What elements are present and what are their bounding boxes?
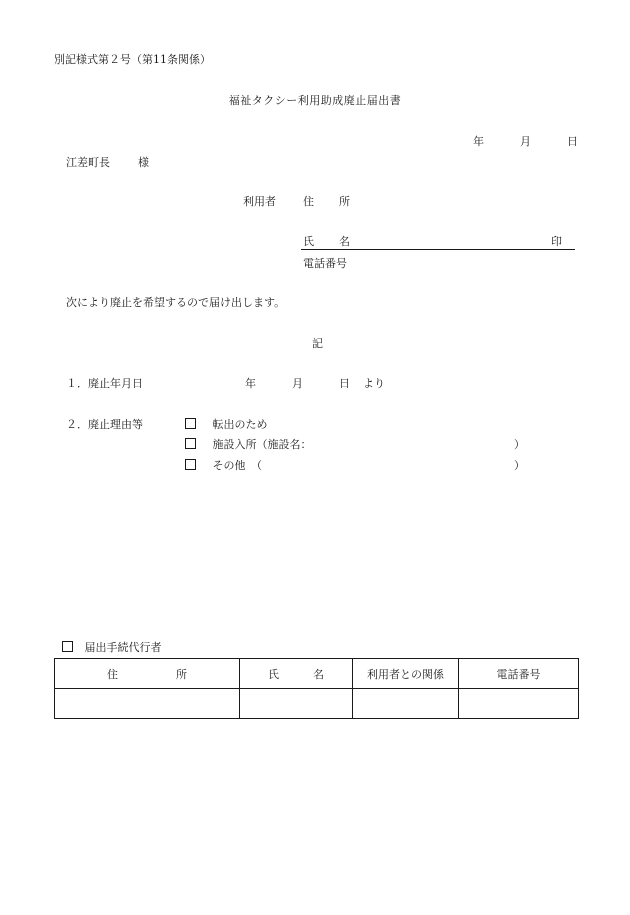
reason-option[interactable] bbox=[185, 459, 262, 473]
reason-checkbox[interactable] bbox=[185, 418, 196, 429]
reason-close-paren: ） bbox=[514, 459, 525, 472]
name-label-1: 氏 bbox=[303, 235, 314, 248]
agent-col-phone: 電話番号 bbox=[459, 659, 579, 689]
agent-name-cell[interactable] bbox=[240, 689, 353, 719]
item1-month: 月 bbox=[292, 377, 303, 390]
agent-phone-cell[interactable] bbox=[459, 689, 579, 719]
phone-label: 電話番号 bbox=[303, 257, 347, 270]
agent-col-name bbox=[240, 659, 353, 689]
addressee-name: 江差町長 bbox=[66, 156, 110, 169]
agent-table-row bbox=[55, 689, 579, 719]
agent-col-relation: 利用者との関係 bbox=[353, 659, 459, 689]
reason-checkbox[interactable] bbox=[185, 438, 196, 449]
seal-mark: 印 bbox=[551, 235, 562, 248]
agent-col-name-2: 名 bbox=[313, 667, 324, 681]
form-title: 福祉タクシー利用助成廃止届出書 bbox=[228, 94, 402, 107]
statement-text: 次により廃止を希望するので届け出します。 bbox=[66, 296, 286, 309]
item1-year: 年 bbox=[245, 377, 256, 390]
date-day-label: 日 bbox=[567, 135, 578, 148]
reason-option-label: 施設入所（施設名： bbox=[212, 438, 312, 451]
agent-col-address bbox=[55, 659, 240, 689]
agent-heading[interactable] bbox=[62, 641, 162, 655]
item1-day: 日 bbox=[339, 377, 350, 390]
agent-table-header-row bbox=[55, 659, 579, 689]
reason-option-label: その他 （ bbox=[212, 459, 262, 472]
address-label-2: 所 bbox=[339, 195, 350, 208]
form-reference: 別記様式第２号（第11条関係） bbox=[54, 53, 211, 66]
date-month-label: 月 bbox=[520, 135, 531, 148]
address-label-1: 住 bbox=[303, 195, 314, 208]
ki-heading: 記 bbox=[312, 337, 323, 350]
name-label-2: 名 bbox=[339, 235, 350, 248]
item1-label: １．廃止年月日 bbox=[66, 377, 143, 390]
agent-col-name-1: 氏 bbox=[268, 667, 279, 681]
agent-table bbox=[54, 658, 579, 719]
agent-checkbox[interactable] bbox=[62, 641, 73, 652]
agent-col-address-2: 所 bbox=[176, 667, 187, 681]
date-year-label: 年 bbox=[473, 135, 484, 148]
addressee-honorific: 様 bbox=[138, 156, 149, 169]
name-underline bbox=[301, 249, 575, 250]
item2-label: ２．廃止理由等 bbox=[66, 418, 143, 431]
user-label: 利用者 bbox=[243, 195, 276, 208]
reason-option-label: 転出のため bbox=[212, 418, 268, 431]
agent-relation-cell[interactable] bbox=[353, 689, 459, 719]
reason-checkbox[interactable] bbox=[185, 459, 196, 470]
reason-option[interactable] bbox=[185, 438, 312, 452]
reason-close-paren: ） bbox=[514, 438, 525, 451]
agent-heading-label: 届出手続代行者 bbox=[84, 641, 162, 654]
item1-suffix: より bbox=[363, 377, 385, 390]
agent-col-address-1: 住 bbox=[107, 667, 118, 681]
reason-option[interactable] bbox=[185, 418, 268, 432]
agent-address-cell[interactable] bbox=[55, 689, 240, 719]
